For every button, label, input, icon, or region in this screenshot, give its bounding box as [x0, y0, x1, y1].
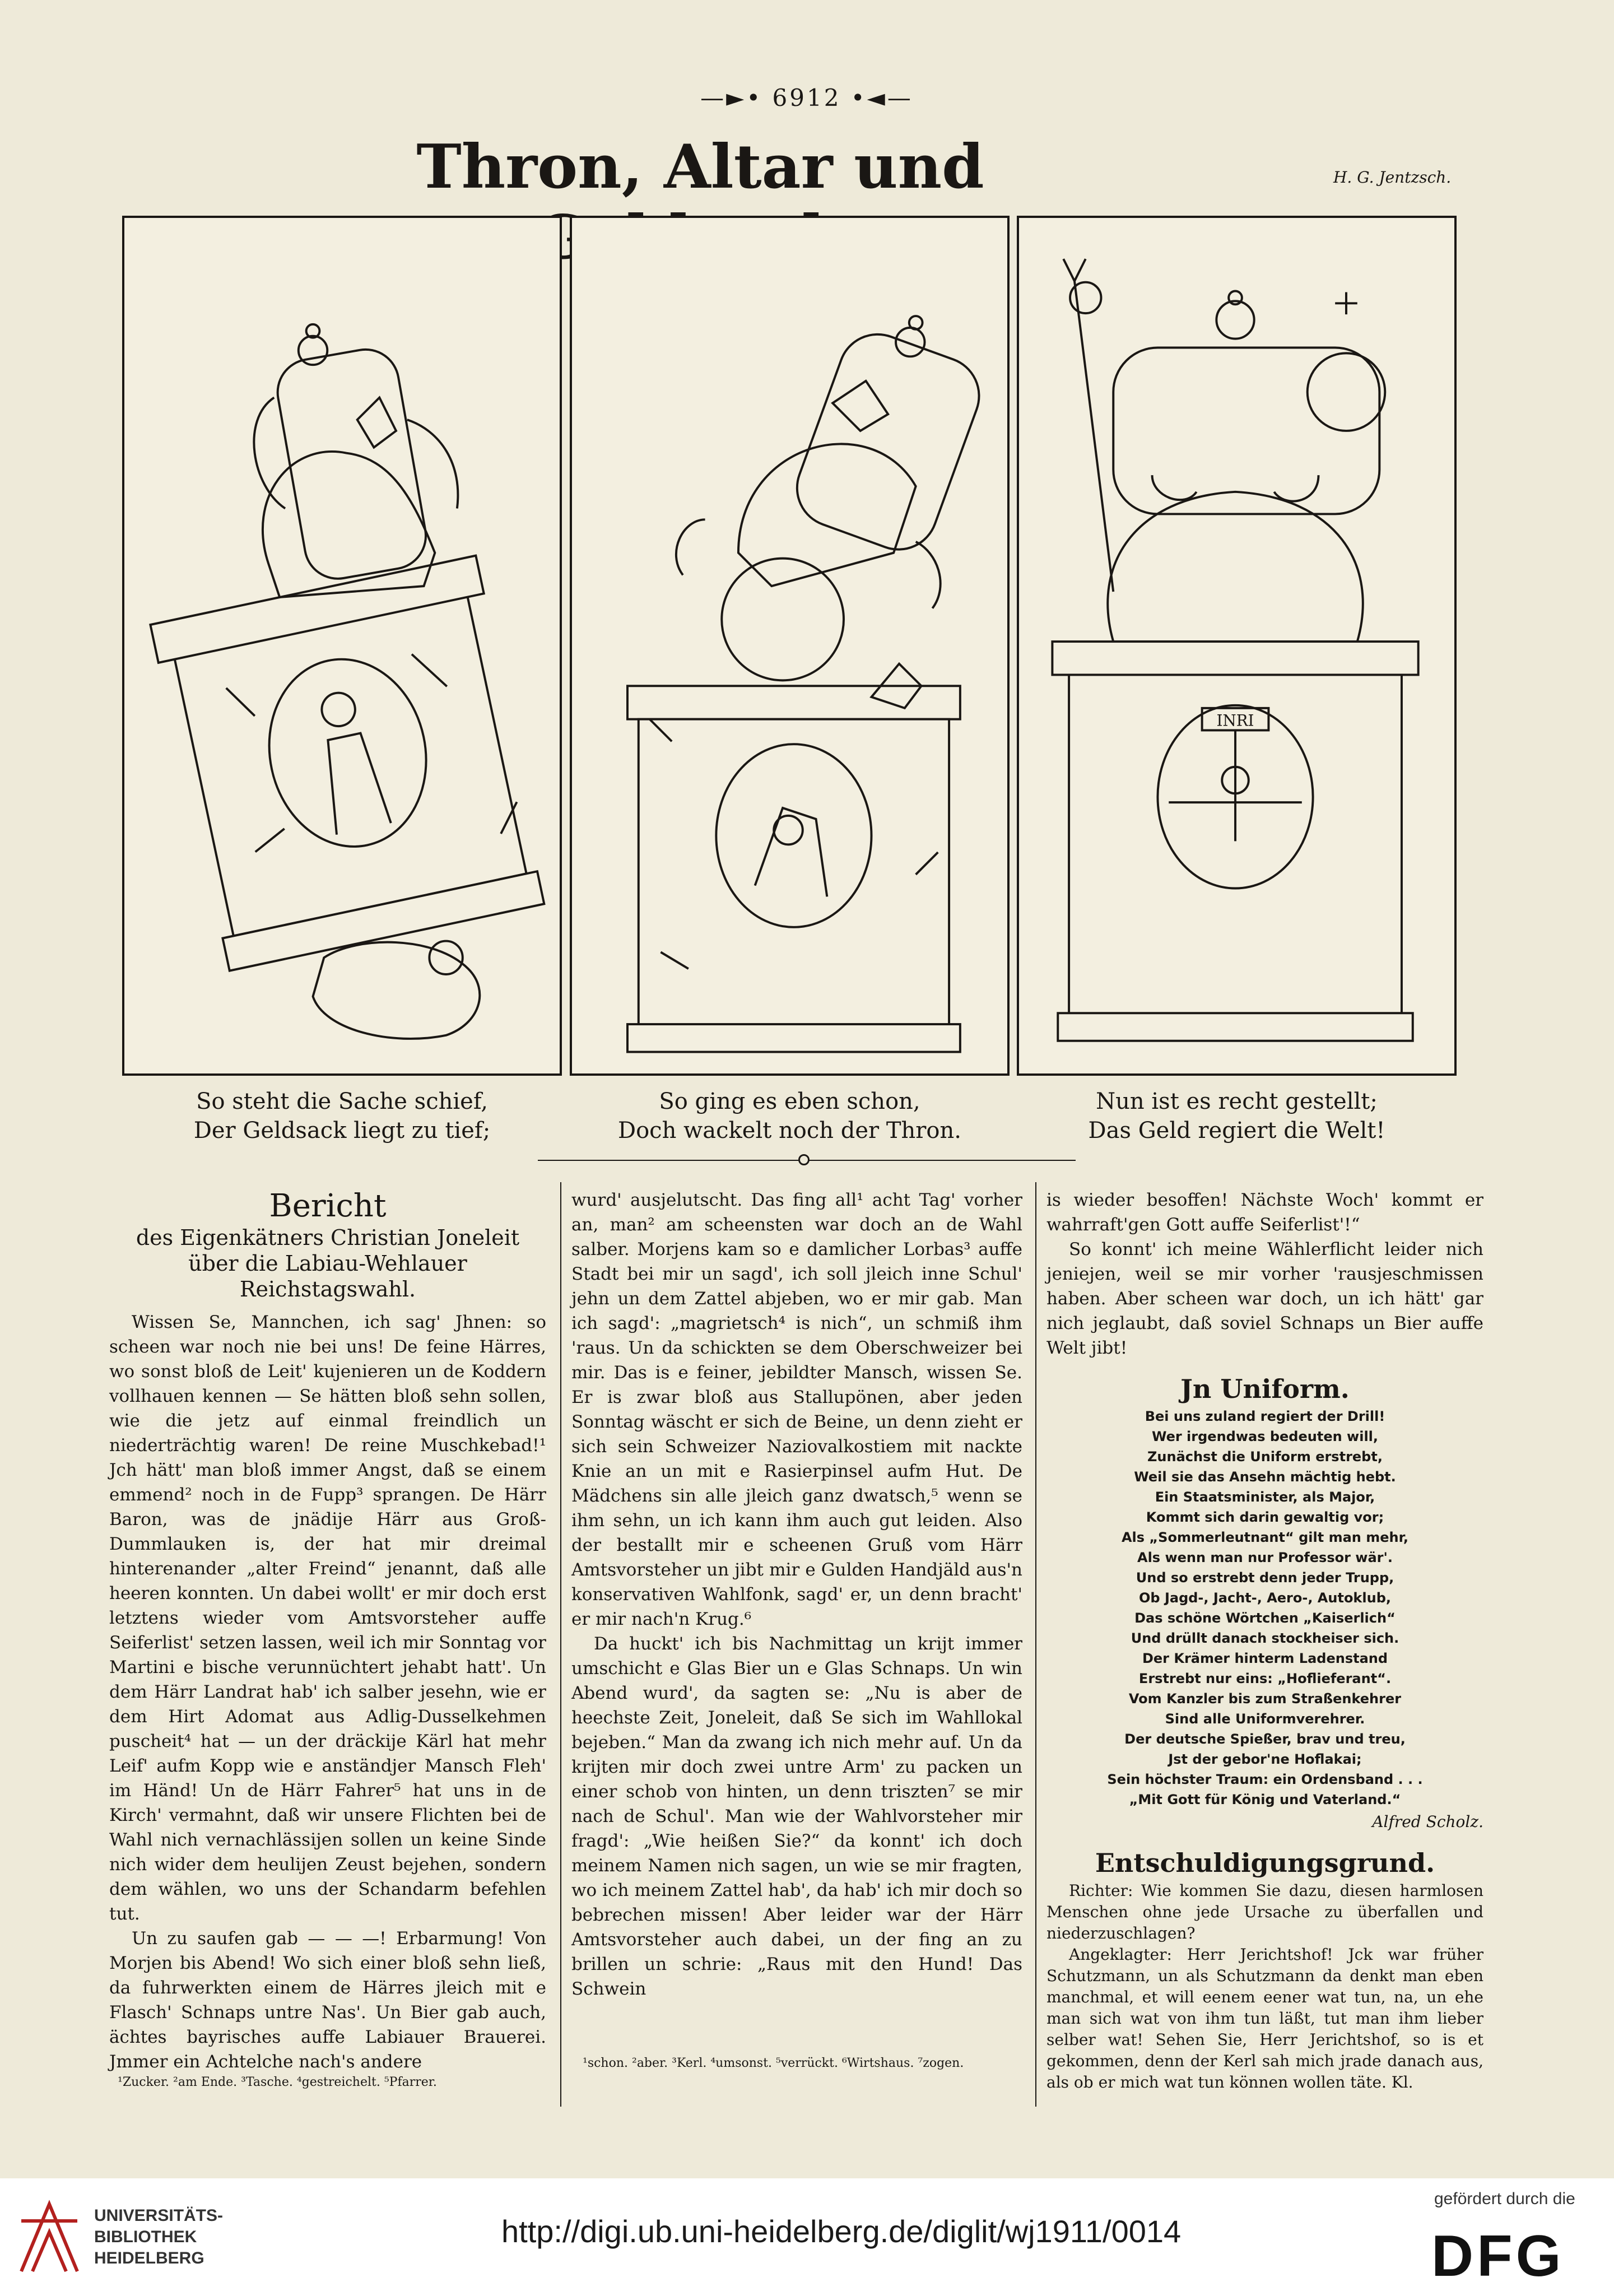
poem-line: Zunächst die Uniform erstrebt, [1147, 1449, 1383, 1465]
caption-2-line-1: So ging es eben schon, [659, 1089, 920, 1114]
caption-1 [122, 1087, 562, 1145]
article-paragraph: Richter: Wie kommen Sie dazu, diesen harmlosen Menschen ohne jede Ursache zu überfallen und niederzuschlagen? [1046, 1881, 1483, 1942]
cartoon-panel-3 [1017, 216, 1457, 1076]
poem-line: Wer irgendwas bedeuten will, [1151, 1429, 1379, 1444]
poem-line: Das schöne Wörtchen „Kaiserlich“ [1134, 1610, 1396, 1626]
poem-line: Der Krämer hinterm Ladenstand [1142, 1651, 1388, 1666]
poem-line: Vom Kanzler bis zum Straßenkehrer [1128, 1691, 1402, 1707]
column-1 [109, 1188, 546, 2074]
poem-line: Ein Staatsminister, als Major, [1155, 1489, 1375, 1505]
poem-line: Kommt sich darin gewaltig vor; [1146, 1509, 1384, 1525]
poem-line: Ob Jagd-, Jacht-, Aero-, Autoklub, [1139, 1590, 1391, 1606]
caption-1-line-2: Der Geldsack liegt zu tief; [193, 1118, 491, 1144]
artist-signature: H. G. Jentzsch. [1333, 168, 1452, 187]
caption-3-line-2: Das Geld regiert die Welt! [1088, 1118, 1385, 1144]
column-rule-2 [1035, 1182, 1036, 2107]
poem-line: Und so erstrebt denn jeder Trupp, [1136, 1570, 1394, 1586]
sponsor-label: gefördert durch die [1434, 2190, 1575, 2208]
caption-2-line-2: Doch wackelt noch der Thron. [618, 1118, 961, 1144]
dfg-logo[interactable]: DFG [1431, 2224, 1565, 2289]
column-3 [1046, 1188, 1483, 2093]
article-title: Bericht [269, 1188, 387, 1224]
poem-line: Weil sie das Ansehn mächtig hebt. [1134, 1469, 1396, 1485]
poem-line: Jst der gebor'ne Hoflakai; [1168, 1751, 1362, 1767]
poem-line: Sein höchster Traum: ein Ordensband . . . [1107, 1772, 1423, 1787]
caption-2 [570, 1087, 1010, 1145]
poem-title: Jn Uniform. [1180, 1374, 1350, 1404]
altar-inscription: INRI [1216, 711, 1254, 730]
caption-3-line-1: Nun ist es recht gestellt; [1096, 1089, 1378, 1114]
cartoon-drawing-3 [1019, 218, 1454, 1073]
poem-body [1046, 1406, 1483, 1810]
poem-line: Erstrebt nur eins: „Hoflieferant“. [1138, 1671, 1392, 1686]
article-paragraph: Angeklagter: Herr Jerichtshof! Jck war früher Schutzmann, un als Schutzmann da denkt man eben manchmal, et will eenem eener wat tun, na, un ehe man sich wat von ihm tun läßt, tut man ihm lieber selber wat! Sehen Sie, Herr Jerichtshof, so is et gekommen, denn der Kerl sah mich jrade danach aus, als ob er mich wat tun können wollen täte. Kl. [1046, 1945, 1483, 2092]
page-title: Thron, Altar und [416, 132, 984, 202]
article-paragraph: So konnt' ich meine Wählerflicht leider nich jeniejen, weil se mir vorher 'rausjeschmissen haben. Aber scheen war doch, un ich hätt' gar nich jeglaubt, daß soviel Schnaps un Bier auffe Welt jibt! [1046, 1239, 1483, 1358]
poem-line: Sind alle Uniformverehrer. [1165, 1711, 1365, 1727]
column-rule-1 [560, 1182, 561, 2107]
article-paragraph: Da huckt' ich bis Nachmittag un krijt immer umschicht e Glas Bier un e Glas Schnaps. Un win Abend wurd', da sagten se: „Nu is aber de heechste Zeit, Joneleit, daß Se sich im Wahllokal bejeben.“ Man da zwang ich nich mehr auf. Un da krijten mir doch zwei untre Arm' zu packen un einer schob von hinten, un denn triszten⁷ se mir nach de Schul'. Man wie der Wahlvorsteher mir fragd': „Wie heißen Sie?“ da konnt' ich doch meinem Namen nich sagen, un wie se mir fragten, wo ich meinem Zattel hab', da hab' ich mir doch so bebrechen missen! Aber leider war der Härr Amtsvorsteher auch dabei, un der fing an zu brillen un schrie: „Raus mit den Hund! Das Schwein [571, 1634, 1022, 1999]
library-name[interactable]: UNIVERSITÄTS- BIBLIOTHEK HEIDELBERG [94, 2206, 224, 2267]
page-number: —►• 6912 •◄— [700, 84, 913, 111]
library-logo-icon[interactable] [16, 2199, 83, 2277]
cartoon-drawing-2 [572, 218, 1007, 1073]
caption-1-line-1: So steht die Sache schief, [196, 1089, 488, 1114]
source-url-link[interactable]: http://digi.ub.uni-heidelberg.de/diglit/wj1911/0014 [501, 2214, 1182, 2249]
footnotes-1: ¹Zucker. ²am Ende. ³Tasche. ⁴gestreichelt. ⁵Pfarrer. [118, 2075, 437, 2089]
article-paragraph: Wissen Se, Mannchen, ich sag' Jhnen: so scheen war noch nie bei uns! De feine Härres, wo sonst bloß de Leit' kujenieren un de Koddern vollhauen kennen — Se hätten bloß sehn sollen, wie die jetz auf einmal freindlich un niederträchtig waren! De reine Muschkebad!¹ Jch hätt' man bloß immer Angst, daß se einem emmend² noch in de Fupp³ sprangen. De Härr Baron, was de jnädije Härr aus Groß-Dummlauken is, der hat mir dreimal hinterenander „alter Freind“ jenannt, daß alle heeren konnten. Un dabei wollt' er mir doch erst letztens wieder vom Amtsvorsteher auffe Seiferlist' setzen lassen, weil ich mir Sonntag vor Martini e bische verunnüchtert jehabt hatt'. Un dem Härr Landrat hab' ich salber jesehn, wie er dem Hirt Adomat aus Adlig-Dusselkehmen puscheit⁴ hat — un der dräckije Kärl hat mehr Leif' aufm Kopp wie e anständjer Mansch Fleh' im Händ! Un de Härr Fahrer⁵ hat uns in de Kirch' vermahnt, daß wir unsere Flichten bei de Wahl nich vernachlässijen sollen un keine Sinde nich wider dem heulijen Zeust bejehen, sondern dem wählen, wo uns der Schandarm befehlen tut. [109, 1312, 546, 1924]
caption-3 [1017, 1087, 1457, 1145]
poem-line: „Mit Gott für König und Vaterland.“ [1129, 1792, 1401, 1807]
poem-line: Der deutsche Spießer, brav und treu, [1124, 1731, 1406, 1747]
poem-line: Als „Sommerleutnant“ gilt man mehr, [1121, 1530, 1409, 1545]
poem-line: Bei uns zuland regiert der Drill! [1145, 1409, 1385, 1424]
footer-bar [0, 2178, 1614, 2296]
footnotes-2: ¹schon. ²aber. ³Kerl. ⁴umsonst. ⁵verrückt. ⁶Wirtshaus. ⁷zogen. [583, 2056, 964, 2070]
poem-author: Alfred Scholz. [1372, 1812, 1483, 1831]
cartoon-panel-2 [570, 216, 1010, 1076]
article-subtitle: des Eigenkätners Christian Joneleit über die Labiau-Wehlauer Reichstagswahl. [136, 1225, 520, 1302]
article-paragraph: wurd' ausjelutscht. Das fing all¹ acht Tag' vorher an, man² am scheensten war doch an de Wahl salber. Morjens kam so e damlicher Lorbas³ auffe Stadt bei mir un sagd', ich soll jleich inne Schul' jehn un dem Zattel abjeben, wo er mir gab. Man ich sagd': „magrietsch⁴ is nich“, un schmiß ihm 'raus. Un da schickten se dem Oberschweizer bei mir. Das is e feiner, jebildter Mansch, wissen Se. Er is zwar bloß aus Stallupönen, aber jeden Sonntag wäscht er sich de Beine, un denn zieht er sich sein Schweizer Naziovalkostiem mit nackte Knie an un mit e Rasierpinsel aufm Hut. De Mädchens sin alle jleich ganz dwatsch,⁵ wenn se ihm sehn, un ich kann ihm auch gut leiden. Also der bestallt mir e scheenen Gruß vom Härr Amtsvorsteher un jibt mir e Gulden Handjäld aus'n konservativen Wahlfonk, sagd' er, un denn bracht' er mir nach'n Krug.⁶ [571, 1190, 1022, 1629]
column-2 [571, 1188, 1022, 2001]
poem-line: Und drüllt danach stockheiser sich. [1131, 1630, 1399, 1646]
cartoon-drawing-1 [124, 218, 560, 1073]
article-2-title: Entschuldigungsgrund. [1095, 1848, 1435, 1878]
article-paragraph: Un zu saufen gab — — —! Erbarmung! Von Morjen bis Abend! Wo sich einer bloß sehn ließ, da fuhrwerkten einem de Härres jleich mit e Flasch' Schnaps untre Nas'. Un Bier gab auch, ächtes bayrisches auffe Labiauer Brauerei. Jmmer ein Achtelche nach's andere [109, 1928, 546, 2072]
poem-line: Als wenn man nur Professor wär'. [1137, 1550, 1393, 1565]
section-divider-ornament [798, 1154, 810, 1165]
article-paragraph: is wieder besoffen! Nächste Woch' kommt er wahrraft'gen Gott auffe Seiferlist'!“ [1046, 1190, 1483, 1235]
cartoon-panel-1 [122, 216, 562, 1076]
